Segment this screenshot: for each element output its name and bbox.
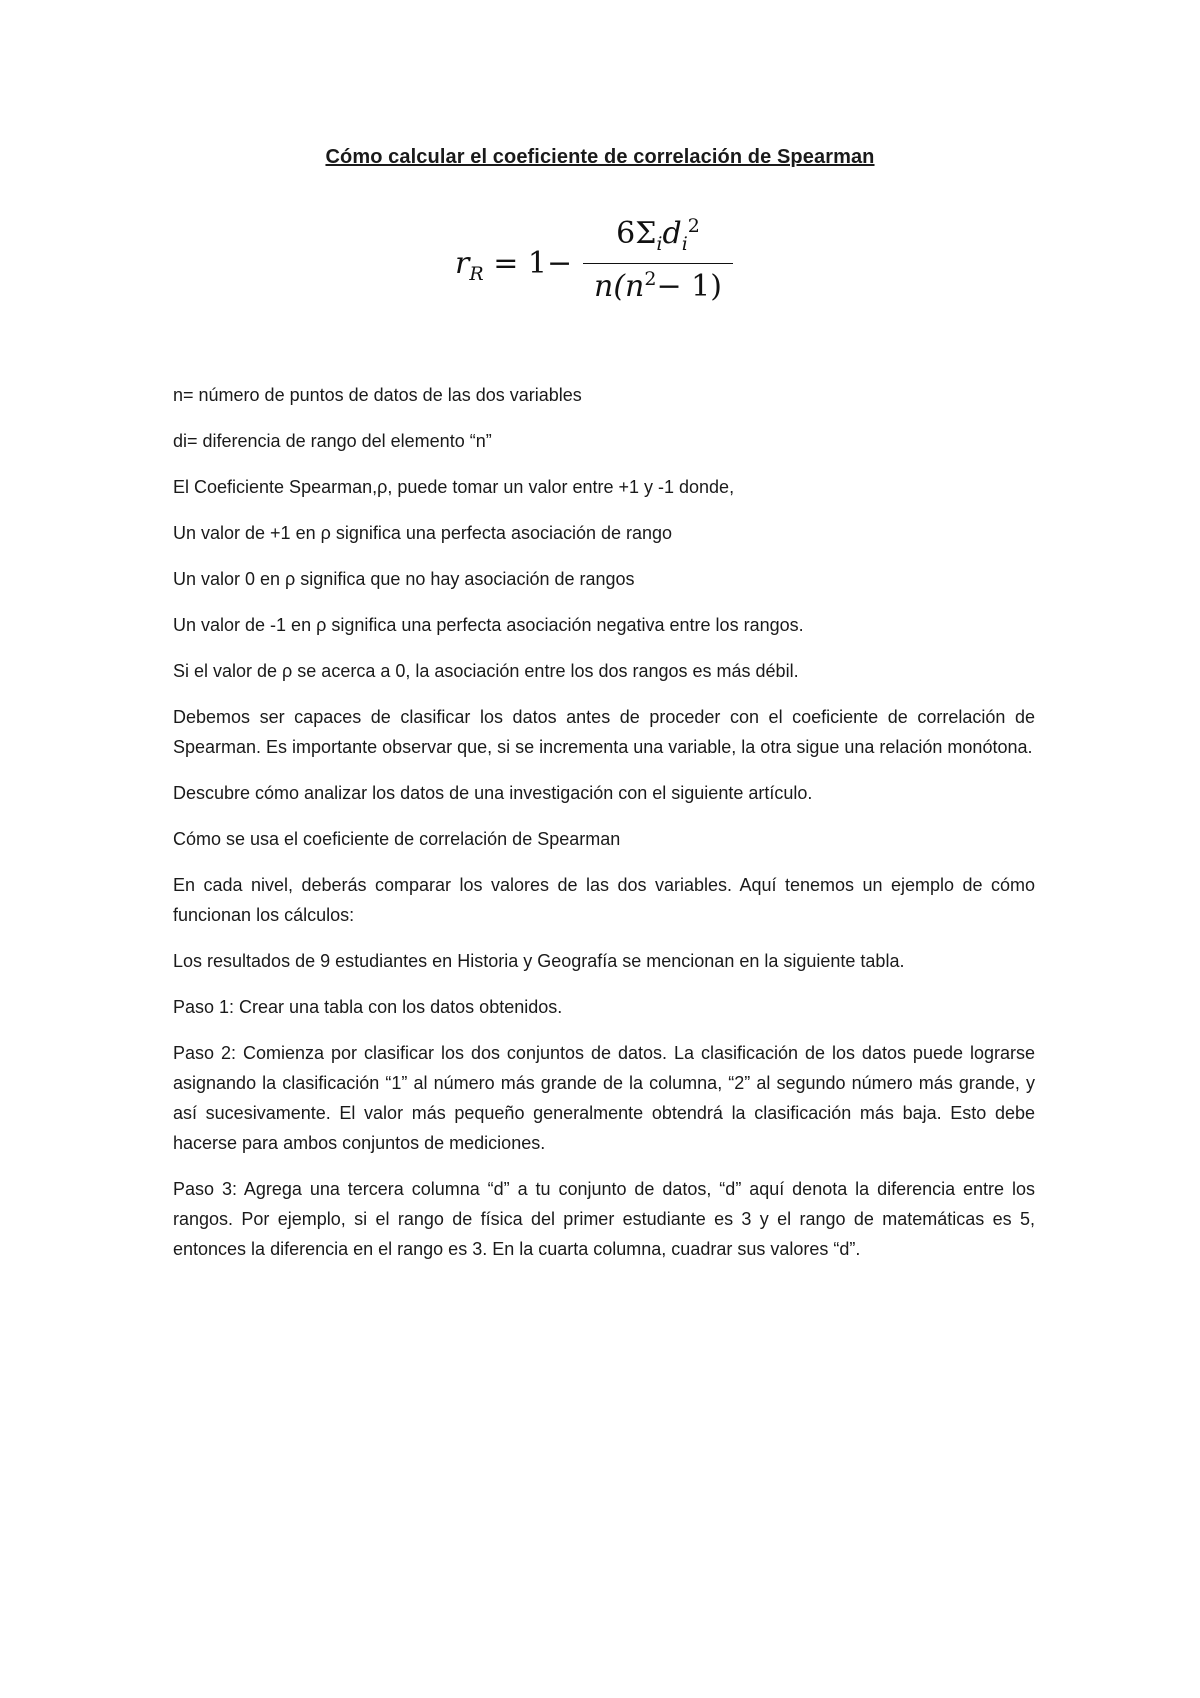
- formula-den-exp: 2: [644, 268, 657, 290]
- paragraph-near-zero: Si el valor de ρ se acerca a 0, la asociación entre los dos rangos es más débil.: [173, 661, 799, 681]
- formula-num-var: d: [662, 216, 682, 251]
- paragraph-coefficient-range: El Coeficiente Spearman,ρ, puede tomar un valor entre +1 y -1 donde,: [173, 477, 735, 497]
- formula-num-coef: 6Σ: [616, 216, 657, 251]
- formula-fraction-bar: [583, 263, 733, 264]
- formula-den-suffix: − 1): [656, 269, 722, 304]
- paragraph-classify: Debemos ser capaces de clasificar los datos antes de proceder con el coeficiente de correlación de Spearman. Es importante observar que, si se incrementa una variable, la otra sigue una relación monótona.: [173, 707, 1035, 757]
- formula-fraction: [583, 215, 733, 304]
- formula-num-sub: i: [656, 233, 663, 255]
- paragraph-results: Los resultados de 9 estudiantes en Historia y Geografía se mencionan en la siguiente tabla.: [173, 951, 905, 971]
- formula-den-prefix: n(n: [594, 269, 645, 304]
- formula-num-var-sub: i: [681, 233, 688, 255]
- formula-numerator: [583, 215, 733, 259]
- paragraph-di-definition: di= diferencia de rango del elemento “n”: [173, 431, 492, 451]
- paragraph-step-2: Paso 2: Comienza por clasificar los dos conjuntos de datos. La clasificación de los datos puede lograrse asignando la clasificación “1” al número más grande de la columna, “2” al segundo número más grande, y así sucesivamente. El valor más pequeño generalmente obtendrá la clasificación más baja. Esto debe hacerse para ambos conjuntos de mediciones.: [173, 1043, 1035, 1153]
- formula-equals: = 1−: [493, 246, 573, 281]
- spearman-formula: [455, 215, 735, 315]
- formula-lhs: [455, 246, 572, 285]
- paragraph-each-level: En cada nivel, deberás comparar los valores de las dos variables. Aquí tenemos un ejemplo de cómo funcionan los cálculos:: [173, 875, 1035, 925]
- paragraph-zero: Un valor 0 en ρ significa que no hay asociación de rangos: [173, 569, 635, 589]
- paragraph-n-definition: n= número de puntos de datos de las dos variables: [173, 385, 582, 405]
- paragraph-plus-one: Un valor de +1 en ρ significa una perfecta asociación de rango: [173, 523, 673, 543]
- body-text: [173, 380, 1035, 1280]
- paragraph-minus-one: Un valor de -1 en ρ significa una perfecta asociación negativa entre los rangos.: [173, 615, 804, 635]
- formula-num-exp: 2: [687, 215, 700, 237]
- paragraph-discover: Descubre cómo analizar los datos de una investigación con el siguiente artículo.: [173, 783, 813, 803]
- paragraph-step-1: Paso 1: Crear una tabla con los datos obtenidos.: [173, 997, 563, 1017]
- paragraph-step-3: Paso 3: Agrega una tercera columna “d” a tu conjunto de datos, “d” aquí denota la diferencia entre los rangos. Por ejemplo, si el rango de física del primer estudiante es 3 y el rango de matemáticas es 5, entonces la diferencia en el rango es 3. En la cuarta columna, cuadrar sus valores “d”.: [173, 1179, 1035, 1259]
- formula-lhs-sub: R: [469, 263, 484, 285]
- formula-denominator: [583, 268, 733, 304]
- paragraph-how-used: Cómo se usa el coeficiente de correlación de Spearman: [173, 829, 621, 849]
- formula-lhs-var: r: [455, 246, 470, 281]
- page-title: Cómo calcular el coeficiente de correlación de Spearman: [325, 146, 875, 168]
